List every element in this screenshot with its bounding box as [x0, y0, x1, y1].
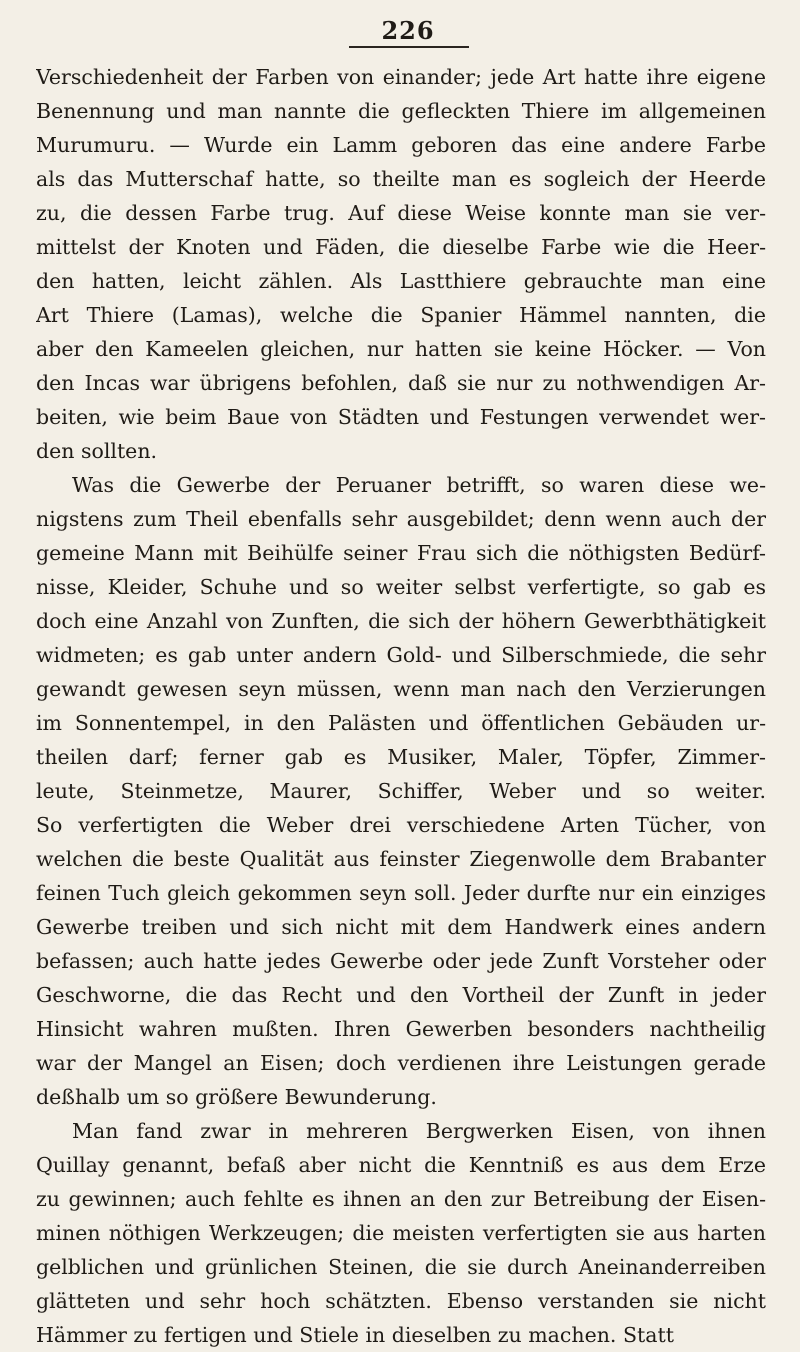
- text-line: Verschiedenheit der Farben von einander; jede Art hatte ihre eigene: [36, 65, 766, 89]
- text-line: Man fand zwar in mehreren Bergwerken Eisen, von ihnen: [72, 1119, 766, 1143]
- text-line: widmeten; es gab unter andern Gold- und Silberschmiede, die sehr: [36, 643, 766, 667]
- header-rule: [349, 46, 469, 48]
- text-line: Murumuru. — Wurde ein Lamm geboren das eine andere Farbe: [36, 133, 766, 157]
- text-line: aber den Kameelen gleichen, nur hatten sie keine Höcker. — Von: [36, 337, 766, 361]
- text-line: Was die Gewerbe der Peruaner betrifft, so waren diese we-: [72, 473, 766, 497]
- text-line: gelblichen und grünlichen Steinen, die sie durch Aneinanderreiben: [36, 1255, 766, 1279]
- text-line: zu, die dessen Farbe trug. Auf diese Weise konnte man sie ver-: [36, 201, 766, 225]
- text-line: den hatten, leicht zählen. Als Lastthiere gebrauchte man eine: [36, 269, 766, 293]
- text-line: doch eine Anzahl von Zunften, die sich der höhern Gewerbthätigkeit: [36, 609, 766, 633]
- text-line: glätteten und sehr hoch schätzten. Ebenso verstanden sie nicht: [36, 1289, 766, 1313]
- text-line: Hinsicht wahren mußten. Ihren Gewerben besonders nachtheilig: [36, 1017, 766, 1041]
- text-line: als das Mutterschaf hatte, so theilte man es sogleich der Heerde: [36, 167, 766, 191]
- text-line: befassen; auch hatte jedes Gewerbe oder jede Zunft Vorsteher oder: [36, 949, 766, 973]
- text-line: theilen darf; ferner gab es Musiker, Maler, Töpfer, Zimmer-: [36, 745, 766, 769]
- text-line: nisse, Kleider, Schuhe und so weiter selbst verfertigte, so gab es: [36, 575, 766, 599]
- text-line: minen nöthigen Werkzeugen; die meisten verfertigten sie aus harten: [36, 1221, 766, 1245]
- page-number: 226: [381, 16, 435, 45]
- text-line: Quillay genannt, befaß aber nicht die Kenntniß es aus dem Erze: [36, 1153, 766, 1177]
- text-line: nigstens zum Theil ebenfalls sehr ausgebildet; denn wenn auch der: [36, 507, 766, 531]
- text-line: feinen Tuch gleich gekommen seyn soll. Jeder durfte nur ein einziges: [36, 881, 766, 905]
- text-line: den sollten.: [36, 439, 158, 463]
- text-line: So verfertigten die Weber drei verschiedene Arten Tücher, von: [36, 813, 766, 837]
- text-line: leute, Steinmetze, Maurer, Schiffer, Weber und so weiter.: [36, 779, 766, 803]
- paragraph: [36, 1114, 766, 1352]
- text-line: Art Thiere (Lamas), welche die Spanier Hämmel nannten, die: [36, 303, 766, 327]
- text-line: im Sonnentempel, in den Palästen und öffentlichen Gebäuden ur-: [36, 711, 766, 735]
- text-line: Hämmer zu fertigen und Stiele in dieselben zu machen. Statt: [36, 1323, 674, 1347]
- text-line: zu gewinnen; auch fehlte es ihnen an den zur Betreibung der Eisen-: [36, 1187, 766, 1211]
- text-line: Benennung und man nannte die gefleckten Thiere im allgemeinen: [36, 99, 766, 123]
- text-line: den Incas war übrigens befohlen, daß sie nur zu nothwendigen Ar-: [36, 371, 766, 395]
- text-line: gewandt gewesen seyn müssen, wenn man nach den Verzierungen: [36, 677, 766, 701]
- text-line: gemeine Mann mit Beihülfe seiner Frau sich die nöthigsten Bedürf-: [36, 541, 766, 565]
- paragraph: [36, 60, 766, 468]
- body-text: [36, 60, 766, 1352]
- paragraph: [36, 468, 766, 1114]
- text-line: mittelst der Knoten und Fäden, die dieselbe Farbe wie die Heer-: [36, 235, 766, 259]
- text-line: beiten, wie beim Baue von Städten und Festungen verwendet wer-: [36, 405, 766, 429]
- text-line: war der Mangel an Eisen; doch verdienen ihre Leistungen gerade: [36, 1051, 766, 1075]
- text-line: welchen die beste Qualität aus feinster Ziegenwolle dem Brabanter: [36, 847, 766, 871]
- text-line: Gewerbe treiben und sich nicht mit dem Handwerk eines andern: [36, 915, 766, 939]
- text-line: deßhalb um so größere Bewunderung.: [36, 1085, 437, 1109]
- text-line: Geschworne, die das Recht und den Vortheil der Zunft in jeder: [36, 983, 766, 1007]
